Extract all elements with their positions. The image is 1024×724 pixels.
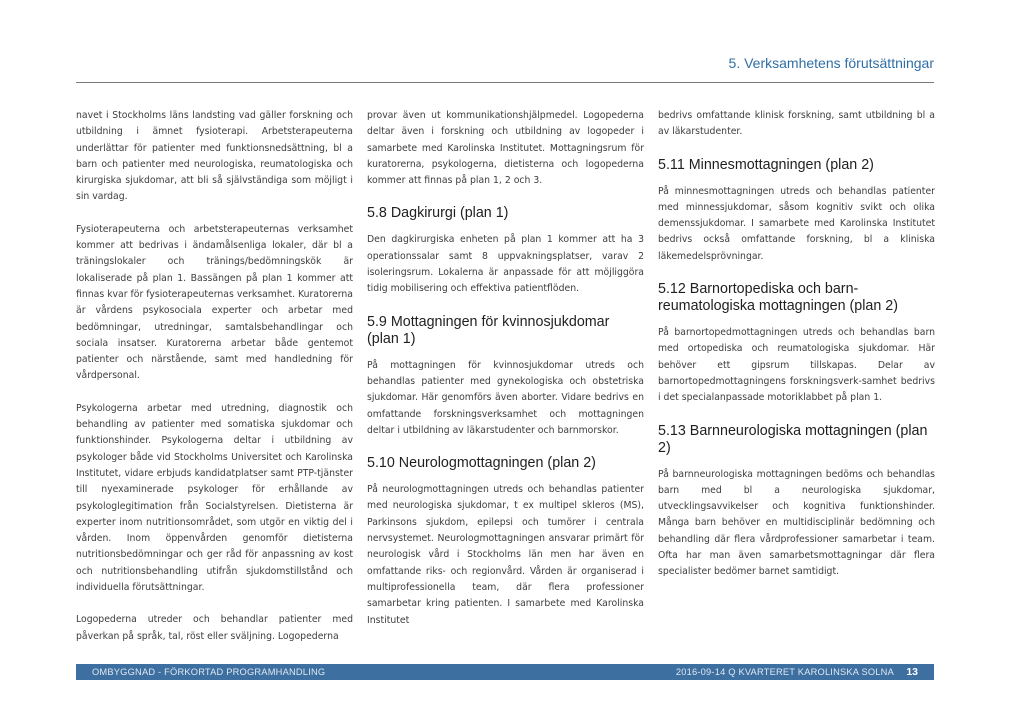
section-heading-5-9: 5.9 Mottagningen för kvinnosjukdomar (plan 1) bbox=[367, 313, 610, 347]
paragraph: På barnneurologiska mottagningen bedöms och behandlas barn med bl a neurologiska sjukdomar, utvecklingsavvikelser och kognitiva funktionshinder. Många barn behöver en multidisciplinär bedömning och behandling där flera vårdprofessioner samarbetar i team. Ofta har man även samarbetsmottagningar där flera specialister bedömer barnet samtidigt. bbox=[658, 468, 935, 578]
section-heading-5-10: 5.10 Neurologmottagningen (plan 2) bbox=[367, 455, 596, 472]
page-header bbox=[76, 55, 934, 83]
section-heading-5-12: 5.12 Barnortopediska och barn-reumatologiska mottagningen (plan 2) bbox=[658, 281, 899, 315]
text-column-3 bbox=[658, 108, 935, 597]
footer-date-location: 2016-09-14 Q KVARTERET KAROLINSKA SOLNA bbox=[675, 667, 894, 677]
paragraph: På neurologmottagningen utreds och behandlas patienter med neurologiska sjukdomar, t ex multipel skleros (MS), Parkinsons sjukdom, epilepsi och tumörer i centrala nervsystemet. Neurologmottagningen ansvarar primärt för neurologisk vård i Stockholms län men har även en omfattande riks- och regionvård. Vården är organiserad i multiprofessionella team, där flera professioner samarbetar kring patienten. I samarbete med Karolinska Institutet bbox=[367, 484, 644, 626]
paragraph: På barnortopedmottagningen utreds och behandlas barn med ortopediska och reumatologiska sjukdomar. Här behöver ett gipsrum tillskapas. Delar av barnortopedmottagningens forskningsverk-samhet bedrivs i det specialanpassade motoriklabbet på plan 1. bbox=[658, 327, 935, 404]
page-footer bbox=[76, 664, 934, 680]
header-divider bbox=[76, 82, 934, 83]
page-number: 13 bbox=[906, 666, 918, 678]
footer-project-title: OMBYGGNAD - FÖRKORTAD PROGRAMHANDLING bbox=[92, 667, 326, 677]
paragraph: Psykologerna arbetar med utredning, diagnostik och behandling av patienter med somatiska sjukdomar och funktionshinder. Psykologerna deltar i utbildning av psykologer både vid Stockholms Universitet och Karolinska Institutet, vidare erbjuds kandidatplatser samt PTP-tjänster till nyexaminerade psykologer för erhållande av psykologlegitimation från Socialstyrelsen. Dietisterna är experter inom nutritionsområdet, som utgör en viktig del i vården. Inom öppenvården genomför dietisterna nutritionsbedömningar och ger råd för anpassning av kost och nutritionsbehandling utifrån sjukdomstillstånd och individuella förutsättningar. bbox=[76, 402, 353, 594]
paragraph: Logopederna utreder och behandlar patienter med påverkan på språk, tal, röst eller sväljning. Logopederna bbox=[76, 614, 353, 642]
paragraph: Fysioterapeuterna och arbetsterapeuternas verksamhet kommer att bedrivas i ändamålsenliga lokaler, där bl a träningslokaler och tränings/bedömningskök är lokaliserade på plan 1. Bassängen på plan 1 kommer att finnas kvar för fysioterapeuternas verksamhet. Kuratorerna är vårdens psykosociala experter och arbetar med bedömningar, utredningar, samtalsbehandlingar och sociala insatser. Kuratorerna arbetar både gentemot patienter och närstående, samt med handledning för vårdpersonal. bbox=[76, 223, 353, 382]
paragraph: På mottagningen för kvinnosjukdomar utreds och behandlas patienter med gynekologiska och obstetriska sjukdomar. Här genomförs även aborter. Vidare bedrivs en omfattande forskningsverksamhet och mottagningen deltar i utbildning av läkarstudenter och barnmorskor. bbox=[367, 359, 644, 436]
section-heading-5-13: 5.13 Barnneurologiska mottagningen (plan 2) bbox=[658, 422, 928, 456]
paragraph: provar även ut kommunikationshjälpmedel. Logopederna deltar även i forskning och utbildning av logopeder i samarbete med Karolinska Institutet. Mottagningsrum för kuratorerna, psykologerna, dietisterna och logopederna kommer att finnas på plan 1, 2 och 3. bbox=[367, 110, 644, 187]
text-column-1 bbox=[76, 108, 353, 661]
section-heading-5-8: 5.8 Dagkirurgi (plan 1) bbox=[367, 205, 509, 222]
paragraph: På minnesmottagningen utreds och behandlas patienter med minnessjukdomar, såsom kognitiv svikt och olika demenssjukdomar. I samarbete med Karolinska Institutet bedrivs också omfattande forskning, bl a kliniska läkemedelsprövningar. bbox=[658, 185, 935, 262]
chapter-title: 5. Verksamhetens förutsättningar bbox=[728, 55, 934, 71]
section-heading-5-11: 5.11 Minnesmottagningen (plan 2) bbox=[658, 156, 874, 173]
paragraph: Den dagkirurgiska enheten på plan 1 kommer att ha 3 operationssalar samt 8 uppvakningsplatser, varav 2 isoleringsrum. Lokalerna är anpassade för att möjliggöra tidig mobilisering och effektiva patientflöden. bbox=[367, 234, 644, 295]
text-column-2 bbox=[367, 108, 644, 645]
paragraph: navet i Stockholms läns landsting vad gäller forskning och utbildning i ämnet fysioterapi. Arbetsterapeuterna underlättar för patienter med funktionsnedsättning, bl a barn och patienter med neurologiska, reumatologiska och kirurgiska sjukdomar, att bli så självständiga som möjligt i sin vardag. bbox=[76, 110, 353, 203]
paragraph: bedrivs omfattande klinisk forskning, samt utbildning bl a av läkarstudenter. bbox=[658, 110, 935, 138]
